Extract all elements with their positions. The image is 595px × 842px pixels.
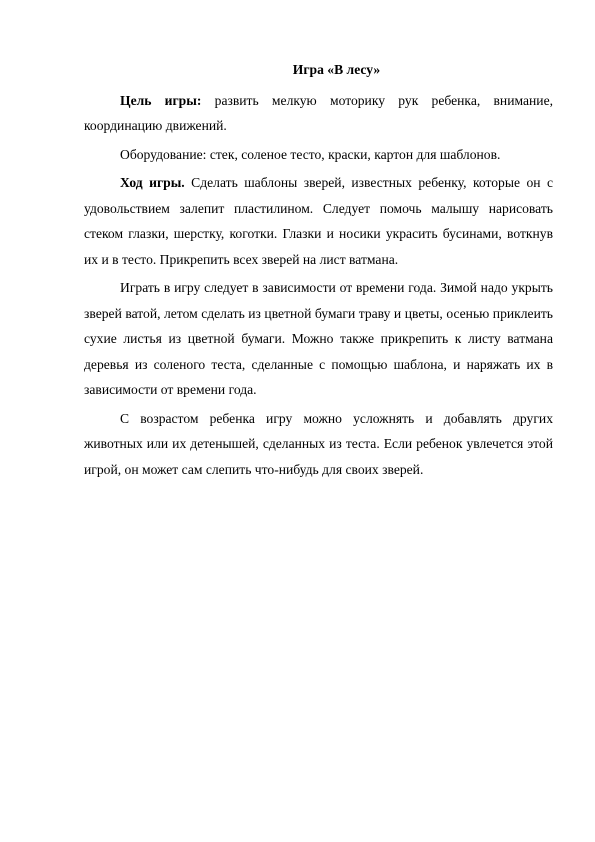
paragraph-text: С возрастом ребенка игру можно усложнять и добавлять других животных или их детенышей, сделанных из теста. Если ребенок увлечется этой игрой, он может сам слепить что-нибудь для своих зверей. [84,410,553,477]
paragraph-goal [84,88,553,139]
paragraph-text: Сделать шаблоны зверей, известных ребенку, которые он с удовольствием залепит пластилином. Следует помочь малышу нарисовать стеком глазки, шерстку, коготки. Глазки и носики украсить бусинами, воткнув их и в тесто. Прикрепить всех зверей на лист ватмана. [84,175,553,267]
paragraph-text: Играть в игру следует в зависимости от времени года. Зимой надо укрыть зверей ватой, летом сделать из цветной бумаги траву и цветы, осенью приклеить сухие листья из цветной бумаги. Можно также прикрепить к листу ватмана деревья из соленого теста, сделанные с помощью шаблона, и наряжать их в зависимости от времени года. [84,280,553,397]
paragraph-procedure [84,170,553,272]
document-page [84,57,553,485]
paragraph-equipment [84,142,553,168]
paragraph-text: Оборудование: стек, соленое тесто, краски, картон для шаблонов. [120,146,501,162]
paragraph-lead: Цель игры: [120,92,202,108]
paragraph-seasons [84,275,553,403]
paragraph-age [84,406,553,483]
paragraph-lead: Ход игры. [120,175,185,190]
paragraph-text: развить мелкую моторику рук ребенка, внимание, координацию движений. [84,92,554,133]
document-title: Игра «В лесу» [292,62,381,77]
